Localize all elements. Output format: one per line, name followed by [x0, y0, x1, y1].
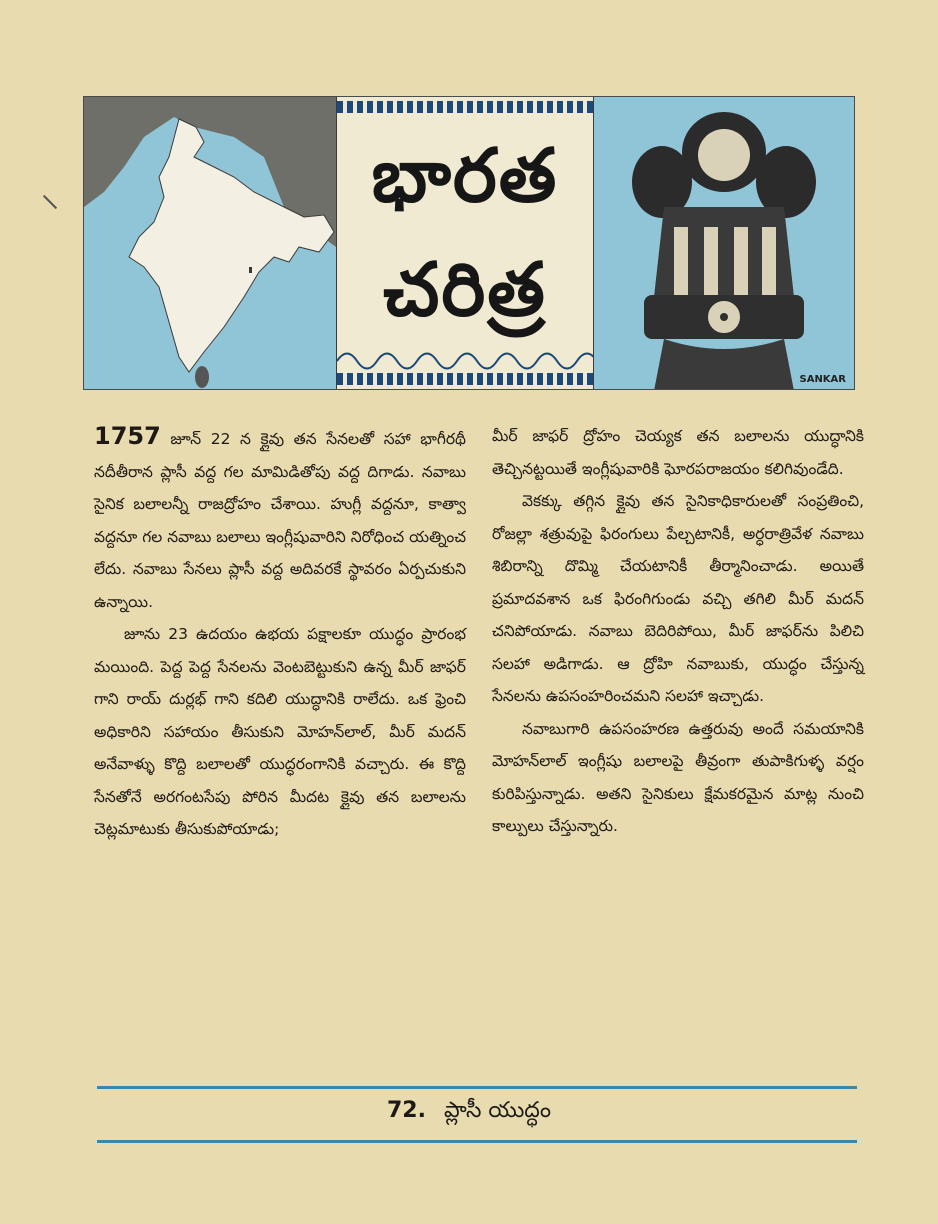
- right-column: [492, 420, 864, 846]
- left-column: [94, 420, 466, 846]
- page-number: 72.: [386, 1098, 426, 1123]
- banner-title-line1: భారత: [371, 133, 559, 219]
- header-banner: [83, 96, 855, 390]
- paragraph: నవాబుగారి ఉపసంహరణ ఉత్తరువు అందే సమయానికి మోహన్‌లాల్ ఇంగ్లీషు బలాలపై తీవ్రంగా తుపాకిగుళ్ళ వర్షం కురిపిస్తున్నాడు. అతని సైనికులు క్షేమకరమైన మాట్ల నుంచి కాల్పులు చేస్తున్నారు.: [492, 719, 864, 835]
- article-body: [94, 420, 864, 846]
- footer-bottom-rule: [97, 1140, 857, 1143]
- paragraph: [94, 420, 466, 618]
- paragraph: మీర్ జాఫర్ ద్రోహం చెయ్యక తన బలాలను యుద్ధానికి తెచ్చినట్టయితే ఇంగ్లీషువారికి ఘోరపరాజయం కలిగివుండేది.: [492, 427, 864, 478]
- banner-title-line2: చరిత్ర: [383, 247, 547, 333]
- india-map-panel: [84, 97, 336, 389]
- lion-capital-emblem-icon: [594, 97, 854, 389]
- emblem-panel: [594, 97, 854, 389]
- page-footer: [0, 1098, 938, 1128]
- footer-top-rule: [97, 1086, 857, 1089]
- paragraph: జూను 23 ఉదయం ఉభయ పక్షాలకూ యుద్ధం ప్రారంభ మయింది. పెద్ద పెద్ద సేనలను వెంటబెట్టుకుని ఉన్న మీర్ జాఫర్ గాని రాయ్ దుర్లభ్ గాని కదిలి యుద్ధానికి రాలేదు. ఒక ఫ్రెంచి అధికారిని సహాయం తీసుకుని మోహన్‌లాల్, మీర్ మదన్ అనేవాళ్ళు కొద్ది బలాలతో యుద్ధరంగానికి వచ్చారు. ఈ కొద్ది సేనతోనే అరగంటసేపు పోరిన మీదట క్లైవు తన బలాలను చెట్లమాటుకు తీసుకుపోయాడు;: [94, 625, 466, 838]
- bottom-border-ornament: [337, 373, 593, 385]
- chapter-title: ప్లాసీ యుద్ధం: [443, 1098, 551, 1123]
- india-map-illustration: [84, 97, 336, 389]
- waves-ornament: [337, 341, 593, 371]
- top-border-ornament: [337, 101, 593, 113]
- artist-signature: SANKAR: [799, 374, 846, 385]
- margin-mark: [43, 195, 57, 209]
- paragraph: వెకక్కు తగ్గిన క్లైవు తన సైనికాధికారులతో సంప్రతించి, రోజల్లా శత్రువుపై ఫిరంగులు పేల్చటానికీ, అర్ధరాత్రివేళ నవాబు శిబిరాన్ని దొమ్మి చేయటానికీ తీర్మానించాడు. అయితే ప్రమాదవశాన ఒక ఫిరంగిగుండు వచ్చి తగిలి మీర్ మదన్ చనిపోయాడు. నవాబు బెదిరిపోయి, మీర్ జాఫర్‌ను పిలిచి సలహా అడిగాడు. ఆ ద్రోహి నవాబుకు, యుద్ధం చేస్తున్న సేనలను ఉపసంహరించమని సలహా ఇచ్చాడు.: [492, 492, 864, 705]
- title-panel: [336, 97, 594, 389]
- year: 1757: [94, 422, 161, 450]
- paragraph-text: జూన్ 22 న క్లైవు తన సేనలతో సహా భాగీరథీ నదీతీరాన ప్లాసీ వద్ద గల మామిడితోపు వద్ద దిగాడు. నవాబు సైనిక బలాలన్నీ రాజద్రోహం చేశాయి. హుగ్లీ వద్దనూ, కాత్వా వద్దనూ గల నవాబు బలాలు ఇంగ్లీషువారిని నిరోధించ యత్నించ లేదు. నవాబు సేనలు ప్లాసీ వద్ద అదివరకే స్థావరం ఏర్పచుకుని ఉన్నాయి.: [94, 430, 466, 611]
